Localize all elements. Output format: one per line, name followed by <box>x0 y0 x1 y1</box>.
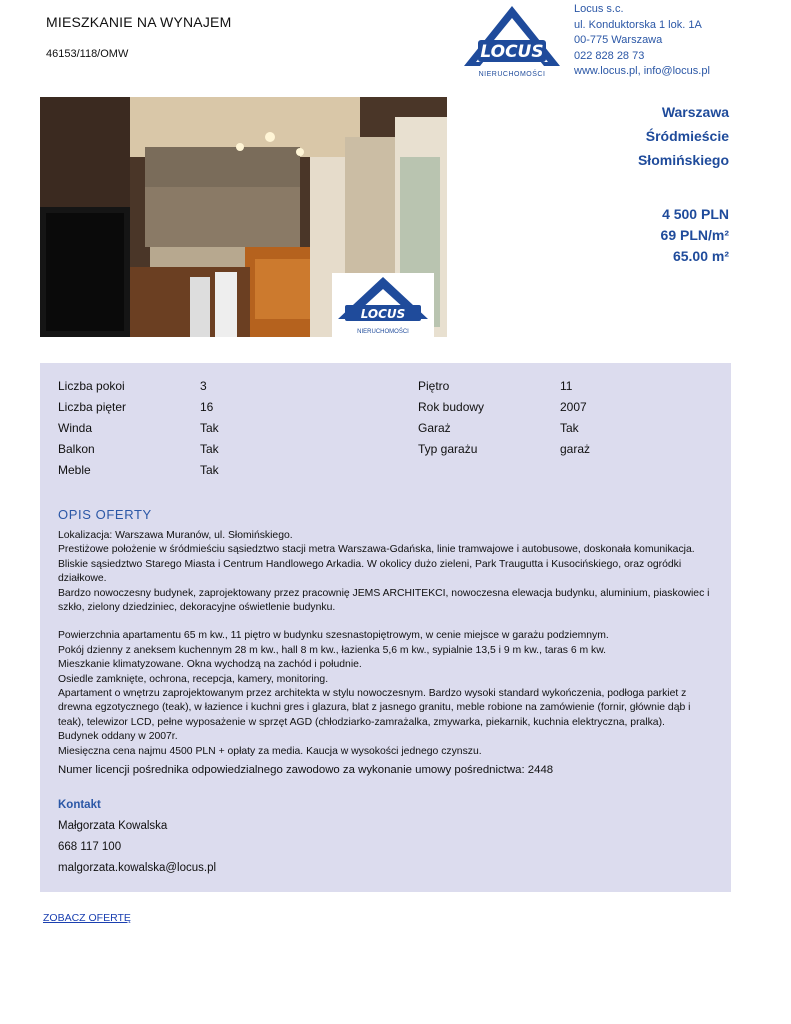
svg-text:LOCUS: LOCUS <box>360 307 406 321</box>
company-web[interactable]: www.locus.pl, info@locus.pl <box>574 65 710 77</box>
description-line: Budynek oddany w 2007r. <box>58 731 178 743</box>
location-district: Śródmieście <box>645 128 729 144</box>
apartment-photo <box>40 97 447 337</box>
param-label: Piętro <box>418 379 450 393</box>
param-row <box>58 400 718 421</box>
price-block <box>661 204 729 267</box>
contact-email[interactable]: malgorzata.kowalska@locus.pl <box>58 862 217 874</box>
description-heading: OPIS OFERTY <box>58 507 152 522</box>
param-value: Tak <box>200 421 219 435</box>
description-text <box>58 529 718 759</box>
listing-type-title: MIESZKANIE NA WYNAJEM <box>46 14 232 30</box>
description-line: Osiedle zamknięte, ochrona, recepcja, kamery, monitoring. <box>58 673 329 685</box>
location-street: Słomińskiego <box>637 152 729 168</box>
price-area: 65.00 m² <box>672 248 729 264</box>
description-line: Bardzo nowoczesny budynek, zaprojektowany przez pracownię JEMS ARCHITEKCI, nowoczesna elewacja budynku, aluminium, piaskowiec i szkło, zielony dziedziniec, dekoracyjne oświetlenie budynku. <box>58 587 710 614</box>
company-name: Locus s.c. <box>574 3 624 15</box>
param-label: Liczba pokoi <box>58 379 125 393</box>
param-label: Garaż <box>418 421 451 435</box>
param-label: Meble <box>58 463 91 477</box>
param-label: Balkon <box>58 442 95 456</box>
param-label: Typ garażu <box>418 442 478 456</box>
contact-heading: Kontakt <box>58 799 101 811</box>
license-number: Numer licencji pośrednika odpowiedzialnego zawodowo za wykonanie umowy pośrednictwa: 2448 <box>58 764 554 776</box>
param-label: Liczba pięter <box>58 400 127 414</box>
parameters-table <box>58 379 718 484</box>
param-value: 3 <box>200 379 207 393</box>
company-city: 00-775 Warszawa <box>574 34 663 46</box>
description-line: Pokój dzienny z aneksem kuchennym 28 m kw., hall 8 m kw., łazienka 5,6 m kw., sypialnie 13,5 i 9 m kw., taras 6 m kw. <box>58 644 607 656</box>
param-value: 16 <box>200 400 214 414</box>
svg-text:LOCUS: LOCUS <box>480 42 544 62</box>
company-contact <box>574 2 710 80</box>
param-value: Tak <box>200 442 219 456</box>
param-value: Tak <box>560 421 579 435</box>
price-per-m2: 69 PLN/m² <box>660 227 729 243</box>
param-value: 11 <box>560 379 573 393</box>
company-street: ul. Konduktorska 1 lok. 1A <box>574 18 702 31</box>
description-line: Apartament o wnętrzu zaprojektowanym przez architekta w stylu nowoczesnym. Bardzo wysoki standard wykończenia, podłoga parkiet z drewna egzotycznego (teak), w łazience i kuchni gres i glazura, blat z jasnego granitu, meble robione na zamówienie (fornir, głównie dąb i teak), telewizor LCD, pełne wyposażenie w sprzęt AGD (chłodziarko-zamrażalka, zmywarka, piekarnik, kuchnia elektryczna, pralka). <box>58 688 691 728</box>
locus-logo <box>460 4 564 80</box>
description-line: Powierzchnia apartamentu 65 m kw., 11 piętro w budynku szesnastopiętrowym, w cenie miejsce w garażu podziemnym. <box>58 630 609 642</box>
param-value: garaż <box>560 442 591 456</box>
param-row <box>58 421 718 442</box>
location-block <box>638 100 729 172</box>
param-row <box>58 442 718 463</box>
description-line: Miesięczna cena najmu 4500 PLN + opłaty za media. Kaucja w wysokości jednego czynszu. <box>58 745 482 757</box>
param-row <box>58 463 718 484</box>
svg-text:NIERUCHOMOŚCI: NIERUCHOMOŚCI <box>478 71 546 78</box>
listing-reference-number: 46153/118/OMW <box>46 48 129 60</box>
param-label: Rok budowy <box>418 400 485 414</box>
description-line: Mieszkanie klimatyzowane. Okna wychodzą na zachód i południe. <box>58 659 362 671</box>
details-panel <box>40 363 731 892</box>
contact-phone: 668 117 100 <box>58 841 122 853</box>
contact-name: Małgorzata Kowalska <box>58 820 168 832</box>
svg-text:NIERUCHOMOŚCI: NIERUCHOMOŚCI <box>357 329 409 335</box>
description-line: Lokalizacja: Warszawa Muranów, ul. Słomińskiego. <box>58 530 293 541</box>
param-row <box>58 379 718 400</box>
param-label: Winda <box>58 421 93 435</box>
description-line: Bliskie sąsiedztwo Starego Miasta i Centrum Handlowego Arkadia. W okolicy dużo zieleni, Park Traugutta i Kusocińskiego, oraz ogródki działkowe. <box>58 558 682 585</box>
price-total: 4 500 PLN <box>662 206 729 222</box>
location-city: Warszawa <box>661 104 729 120</box>
description-line: Prestiżowe położenie w śródmieściu sąsiedztwo stacji metra Warszawa-Gdańska, linie tramwajowe i autobusowe, doskonała komunikacja. <box>58 544 695 556</box>
company-phone: 022 828 28 73 <box>574 49 645 62</box>
param-value: Tak <box>200 463 219 477</box>
param-value: 2007 <box>560 400 587 414</box>
view-offer-link[interactable]: ZOBACZ OFERTĘ <box>43 912 131 924</box>
